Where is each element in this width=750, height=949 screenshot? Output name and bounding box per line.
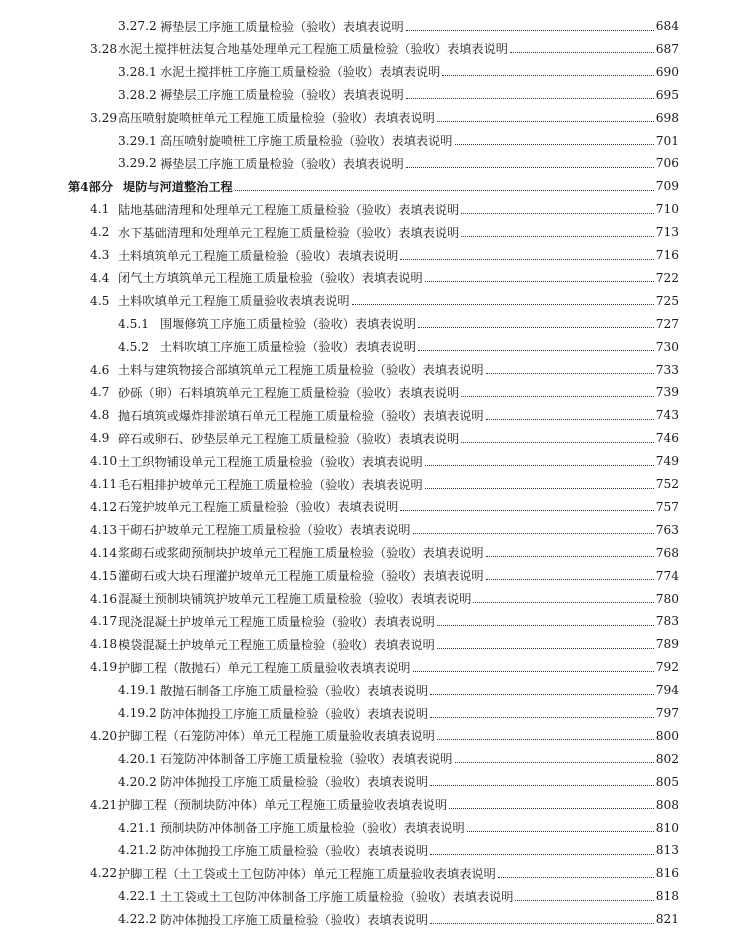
toc-entry-title: 土料吹填单元工程施工质量验收表填表说明 bbox=[118, 294, 350, 309]
toc-entry-number: 4.3 bbox=[90, 248, 110, 262]
toc-entry-number: 4.5.2 bbox=[118, 339, 150, 354]
toc-entry-number: 3.29.2 bbox=[118, 156, 157, 171]
toc-subsection-entry[interactable] bbox=[0, 748, 750, 770]
toc-section-entry[interactable] bbox=[0, 496, 750, 518]
toc-entry-page-number: 713 bbox=[655, 225, 679, 240]
dot-leader bbox=[352, 304, 654, 305]
toc-entry-page-number: 797 bbox=[655, 706, 679, 720]
toc-subsection-entry[interactable] bbox=[0, 130, 750, 152]
toc-entry-number: 4.6 bbox=[90, 362, 110, 377]
toc-subsection-entry[interactable] bbox=[0, 702, 750, 724]
toc-section-entry[interactable] bbox=[0, 519, 750, 541]
toc-section-entry[interactable] bbox=[0, 290, 750, 312]
dot-leader bbox=[430, 854, 654, 855]
toc-entry-title: 干砌石护坡单元工程施工质量检验（验收）表填表说明 bbox=[118, 523, 411, 538]
toc-section-entry[interactable] bbox=[0, 198, 750, 220]
toc-entry-number: 4.14 bbox=[90, 545, 118, 560]
toc-subsection-entry[interactable] bbox=[0, 336, 750, 358]
toc-entry-number: 4.20 bbox=[90, 728, 118, 743]
dot-leader bbox=[400, 259, 653, 260]
toc-entry-title: 碎石或卵石、砂垫层单元工程施工质量检验（验收）表填表说明 bbox=[118, 431, 460, 446]
toc-entry-page-number: 706 bbox=[655, 156, 679, 171]
toc-subsection-entry[interactable] bbox=[0, 839, 750, 861]
toc-entry-title: 褥垫层工序施工质量检验（验收）表填表说明 bbox=[160, 156, 404, 171]
toc-entry-page-number: 727 bbox=[655, 316, 679, 331]
toc-entry-number: 4.17 bbox=[90, 614, 118, 629]
toc-entry-number: 4.5 bbox=[90, 293, 110, 308]
toc-entry-page-number: 752 bbox=[655, 477, 679, 491]
toc-subsection-entry[interactable] bbox=[0, 15, 750, 37]
dot-leader bbox=[455, 762, 654, 763]
toc-entry-number: 4.18 bbox=[90, 637, 118, 652]
dot-leader bbox=[486, 373, 654, 374]
toc-entry-page-number: 802 bbox=[655, 751, 679, 766]
toc-entry-title: 褥垫层工序施工质量检验（验收）表填表说明 bbox=[160, 88, 404, 103]
toc-entry-title: 护脚工程（散抛石）单元工程施工质量验收表填表说明 bbox=[118, 660, 411, 675]
toc-entry-title: 灌砌石或大块石理灌护坡单元工程施工质量检验（验收）表填表说明 bbox=[118, 569, 484, 584]
toc-entry-number: 4.20.1 bbox=[118, 751, 157, 766]
toc-section-entry[interactable] bbox=[0, 794, 750, 816]
toc-entry-number: 4.21 bbox=[90, 797, 118, 812]
toc-entry-number: 第4部分 bbox=[68, 179, 114, 194]
toc-section-entry[interactable] bbox=[0, 244, 750, 266]
dot-leader bbox=[498, 877, 654, 878]
toc-entry-page-number: 733 bbox=[655, 362, 679, 377]
toc-entry-page-number: 792 bbox=[655, 660, 679, 675]
dot-leader bbox=[486, 556, 654, 557]
dot-leader bbox=[425, 488, 654, 489]
toc-entry-number: 4.7 bbox=[90, 385, 110, 400]
toc-section-entry[interactable] bbox=[0, 450, 750, 472]
toc-entry-page-number: 821 bbox=[655, 912, 679, 927]
toc-section-entry[interactable] bbox=[0, 221, 750, 243]
dot-leader bbox=[437, 739, 654, 740]
dot-leader bbox=[461, 442, 653, 443]
toc-entry-number: 3.28.1 bbox=[118, 64, 157, 79]
toc-section-entry[interactable] bbox=[0, 267, 750, 289]
toc-entry-page-number: 716 bbox=[655, 248, 679, 262]
dot-leader bbox=[473, 602, 653, 603]
toc-entry-title: 高压喷射旋喷桩工序施工质量检验（验收）表填表说明 bbox=[160, 134, 453, 148]
toc-entry-title: 浆砌石或浆砌预制块护坡单元工程施工质量检验（验收）表填表说明 bbox=[118, 546, 484, 561]
toc-entry-title: 混凝土预制块铺筑护坡单元工程施工质量检验（验收）表填表说明 bbox=[118, 592, 472, 606]
toc-entry-page-number: 701 bbox=[655, 133, 679, 148]
toc-entry-title: 护脚工程（石笼防冲体）单元工程施工质量验收表填表说明 bbox=[118, 729, 435, 744]
toc-entry-number: 4.20.2 bbox=[118, 774, 157, 789]
toc-section-entry[interactable] bbox=[0, 381, 750, 403]
toc-entry-number: 4.2 bbox=[90, 225, 110, 240]
dot-leader bbox=[425, 281, 654, 282]
toc-entry-number: 4.4 bbox=[90, 270, 110, 285]
dot-leader bbox=[437, 625, 654, 626]
toc-entry-page-number: 690 bbox=[655, 64, 679, 79]
toc-section-entry[interactable] bbox=[0, 473, 750, 495]
toc-subsection-entry[interactable] bbox=[0, 152, 750, 174]
toc-entry-title: 闭气土方填筑单元工程施工质量检验（验收）表填表说明 bbox=[118, 271, 423, 286]
toc-entry-page-number: 810 bbox=[655, 820, 679, 835]
toc-entry-page-number: 739 bbox=[655, 385, 679, 400]
toc-entry-title: 预制块防冲体制备工序施工质量检验（验收）表填表说明 bbox=[160, 821, 465, 835]
toc-entry-title: 毛石粗排护坡单元工程施工质量检验（验收）表填表说明 bbox=[118, 477, 423, 492]
toc-section-entry[interactable] bbox=[0, 610, 750, 632]
dot-leader bbox=[510, 52, 654, 53]
toc-entry-page-number: 789 bbox=[655, 637, 679, 652]
toc-entry-title: 水泥土搅拌桩工序施工质量检验（验收）表填表说明 bbox=[160, 65, 441, 80]
toc-entry-title: 土工袋或土工包防冲体制备工序施工质量检验（验收）表填表说明 bbox=[160, 889, 514, 904]
dot-leader bbox=[430, 923, 654, 924]
toc-section-entry[interactable] bbox=[0, 427, 750, 449]
toc-entry-page-number: 757 bbox=[655, 499, 679, 514]
toc-entry-number: 4.12 bbox=[90, 499, 118, 514]
toc-entry-number: 3.29.1 bbox=[118, 133, 157, 148]
toc-entry-page-number: 763 bbox=[655, 522, 679, 537]
toc-entry-title: 水泥土搅拌桩法复合地基处理单元工程施工质量检验（验收）表填表说明 bbox=[118, 42, 508, 57]
dot-leader bbox=[430, 785, 654, 786]
toc-entry-number: 4.5.1 bbox=[118, 316, 150, 331]
toc-section-entry[interactable] bbox=[0, 565, 750, 587]
toc-entry-page-number: 730 bbox=[655, 339, 679, 354]
toc-entry-title: 护脚工程（土工袋或土工包防冲体）单元工程施工质量验收表填表说明 bbox=[118, 866, 496, 881]
toc-entry-page-number: 794 bbox=[655, 683, 679, 698]
toc-entry-page-number: 768 bbox=[655, 545, 679, 560]
toc-entry-number: 4.16 bbox=[90, 591, 118, 606]
toc-entry-number: 4.10 bbox=[90, 454, 118, 469]
toc-entry-number: 4.21.2 bbox=[118, 843, 157, 858]
toc-entry-page-number: 698 bbox=[655, 110, 679, 125]
dot-leader bbox=[486, 579, 654, 580]
dot-leader bbox=[467, 831, 654, 832]
toc-entry-page-number: 722 bbox=[655, 270, 679, 285]
toc-entry-page-number: 709 bbox=[655, 179, 679, 194]
toc-section-entry[interactable] bbox=[0, 633, 750, 655]
toc-entry-number: 4.19.2 bbox=[118, 706, 157, 720]
dot-leader bbox=[430, 717, 654, 718]
toc-entry-page-number: 774 bbox=[655, 568, 679, 583]
toc-subsection-entry[interactable] bbox=[0, 817, 750, 839]
toc-entry-title: 褥垫层工序施工质量检验（验收）表填表说明 bbox=[160, 19, 404, 34]
dot-leader bbox=[413, 533, 654, 534]
toc-entry-page-number: 783 bbox=[655, 614, 679, 629]
toc-entry-number: 4.1 bbox=[90, 202, 110, 217]
toc-entry-title: 防冲体抛投工序施工质量检验（验收）表填表说明 bbox=[160, 706, 429, 721]
toc-entry-title: 围堰修筑工序施工质量检验（验收）表填表说明 bbox=[160, 317, 416, 332]
toc-entry-title: 陆地基础清理和处理单元工程施工质量检验（验收）表填表说明 bbox=[118, 202, 460, 217]
toc-entry-title: 堤防与河道整治工程 bbox=[123, 179, 233, 194]
toc-entry-number: 4.22.2 bbox=[118, 912, 157, 927]
toc-entry-number: 3.28 bbox=[90, 41, 118, 56]
dot-leader bbox=[425, 465, 654, 466]
dot-leader bbox=[418, 327, 654, 328]
toc-subsection-entry[interactable] bbox=[0, 61, 750, 83]
toc-section-entry[interactable] bbox=[0, 38, 750, 60]
toc-entry-page-number: 743 bbox=[655, 408, 679, 423]
toc-entry-number: 4.9 bbox=[90, 431, 110, 446]
toc-section-entry[interactable] bbox=[0, 107, 750, 129]
toc-entry-number: 4.22.1 bbox=[118, 889, 157, 904]
toc-entry-number: 4.8 bbox=[90, 408, 110, 423]
toc-entry-title: 高压喷射旋喷桩单元工程施工质量检验（验收）表填表说明 bbox=[118, 111, 435, 126]
toc-entry-title: 防冲体抛投工序施工质量检验（验收）表填表说明 bbox=[160, 912, 429, 927]
toc-entry-number: 4.21.1 bbox=[118, 820, 157, 835]
toc-entry-title: 抛石填筑或爆炸排淤填石单元工程施工质量检验（验收）表填表说明 bbox=[118, 408, 484, 423]
toc-section-entry[interactable] bbox=[0, 656, 750, 678]
toc-entry-title: 砂砾（卵）石料填筑单元工程施工质量检验（验收）表填表说明 bbox=[118, 385, 460, 400]
dot-leader bbox=[413, 671, 654, 672]
dot-leader bbox=[461, 213, 653, 214]
toc-entry-title: 土工织物铺设单元工程施工质量检验（验收）表填表说明 bbox=[118, 454, 423, 469]
dot-leader bbox=[400, 510, 653, 511]
toc-entry-title: 石笼防冲体制备工序施工质量检验（验收）表填表说明 bbox=[160, 752, 453, 767]
toc-entry-number: 4.11 bbox=[90, 477, 118, 491]
toc-entry-page-number: 813 bbox=[655, 843, 679, 858]
toc-entry-number: 4.13 bbox=[90, 522, 118, 537]
toc-entry-page-number: 816 bbox=[655, 866, 679, 881]
dot-leader bbox=[406, 30, 654, 31]
toc-section-entry[interactable] bbox=[0, 588, 750, 610]
toc-entry-page-number: 725 bbox=[655, 293, 679, 308]
dot-leader bbox=[455, 144, 654, 145]
toc-entry-number: 3.28.2 bbox=[118, 87, 157, 102]
dot-leader bbox=[406, 98, 654, 99]
dot-leader bbox=[461, 396, 653, 397]
toc-entry-page-number: 780 bbox=[655, 591, 679, 606]
dot-leader bbox=[437, 121, 654, 122]
toc-entry-page-number: 695 bbox=[655, 87, 679, 102]
dot-leader bbox=[418, 350, 654, 351]
toc-entry-number: 4.22 bbox=[90, 866, 118, 881]
toc-entry-page-number: 746 bbox=[655, 431, 679, 446]
toc-section-entry[interactable] bbox=[0, 862, 750, 884]
toc-entry-page-number: 684 bbox=[655, 19, 679, 33]
toc-entry-page-number: 710 bbox=[655, 202, 679, 217]
dot-leader bbox=[486, 419, 654, 420]
dot-leader bbox=[406, 167, 654, 168]
toc-section-entry[interactable] bbox=[0, 404, 750, 426]
toc-entry-title: 土料填筑单元工程施工质量检验（验收）表填表说明 bbox=[118, 248, 399, 263]
toc-entry-number: 4.19.1 bbox=[118, 683, 157, 698]
toc-entry-title: 现浇混凝土护坡单元工程施工质量检验（验收）表填表说明 bbox=[118, 614, 435, 629]
toc-entry-title: 防冲体抛投工序施工质量检验（验收）表填表说明 bbox=[160, 775, 429, 790]
toc-entry-number: 3.27.2 bbox=[118, 19, 157, 33]
dot-leader bbox=[235, 190, 654, 191]
toc-entry-title: 模袋混凝土护坡单元工程施工质量检验（验收）表填表说明 bbox=[118, 637, 435, 652]
toc-entry-title: 土料与建筑物接合部填筑单元工程施工质量检验（验收）表填表说明 bbox=[118, 363, 484, 377]
toc-entry-title: 石笼护坡单元工程施工质量检验（验收）表填表说明 bbox=[118, 500, 399, 515]
toc-entry-number: 4.15 bbox=[90, 568, 118, 583]
dot-leader bbox=[430, 694, 654, 695]
toc-subsection-entry[interactable] bbox=[0, 313, 750, 335]
toc-entry-title: 水下基础清理和处理单元工程施工质量检验（验收）表填表说明 bbox=[118, 225, 460, 240]
dot-leader bbox=[437, 648, 654, 649]
toc-entry-page-number: 808 bbox=[655, 797, 679, 812]
toc-entry-page-number: 805 bbox=[655, 774, 679, 789]
dot-leader bbox=[449, 808, 654, 809]
toc-entry-title: 散抛石制备工序施工质量检验（验收）表填表说明 bbox=[160, 683, 429, 698]
toc-section-entry[interactable] bbox=[0, 359, 750, 381]
toc-section-entry[interactable] bbox=[0, 542, 750, 564]
toc-section-entry[interactable] bbox=[0, 725, 750, 747]
toc-entry-number: 3.29 bbox=[90, 110, 118, 125]
dot-leader bbox=[461, 236, 653, 237]
toc-subsection-entry[interactable] bbox=[0, 908, 750, 930]
dot-leader bbox=[442, 75, 653, 76]
toc-entry-title: 防冲体抛投工序施工质量检验（验收）表填表说明 bbox=[160, 843, 429, 858]
toc-entry-title: 土料吹填工序施工质量检验（验收）表填表说明 bbox=[160, 340, 416, 355]
toc-subsection-entry[interactable] bbox=[0, 679, 750, 701]
toc-entry-page-number: 800 bbox=[655, 728, 679, 743]
toc-part-heading[interactable] bbox=[0, 175, 750, 197]
toc-entry-number: 4.19 bbox=[90, 660, 118, 675]
toc-entry-title: 护脚工程（预制块防冲体）单元工程施工质量验收表填表说明 bbox=[118, 798, 448, 813]
toc-subsection-entry[interactable] bbox=[0, 84, 750, 106]
dot-leader bbox=[515, 900, 653, 901]
toc-subsection-entry[interactable] bbox=[0, 885, 750, 907]
toc-entry-page-number: 818 bbox=[655, 889, 679, 904]
toc-entry-page-number: 687 bbox=[655, 41, 679, 56]
toc-entry-page-number: 749 bbox=[655, 454, 679, 469]
toc-subsection-entry[interactable] bbox=[0, 771, 750, 793]
